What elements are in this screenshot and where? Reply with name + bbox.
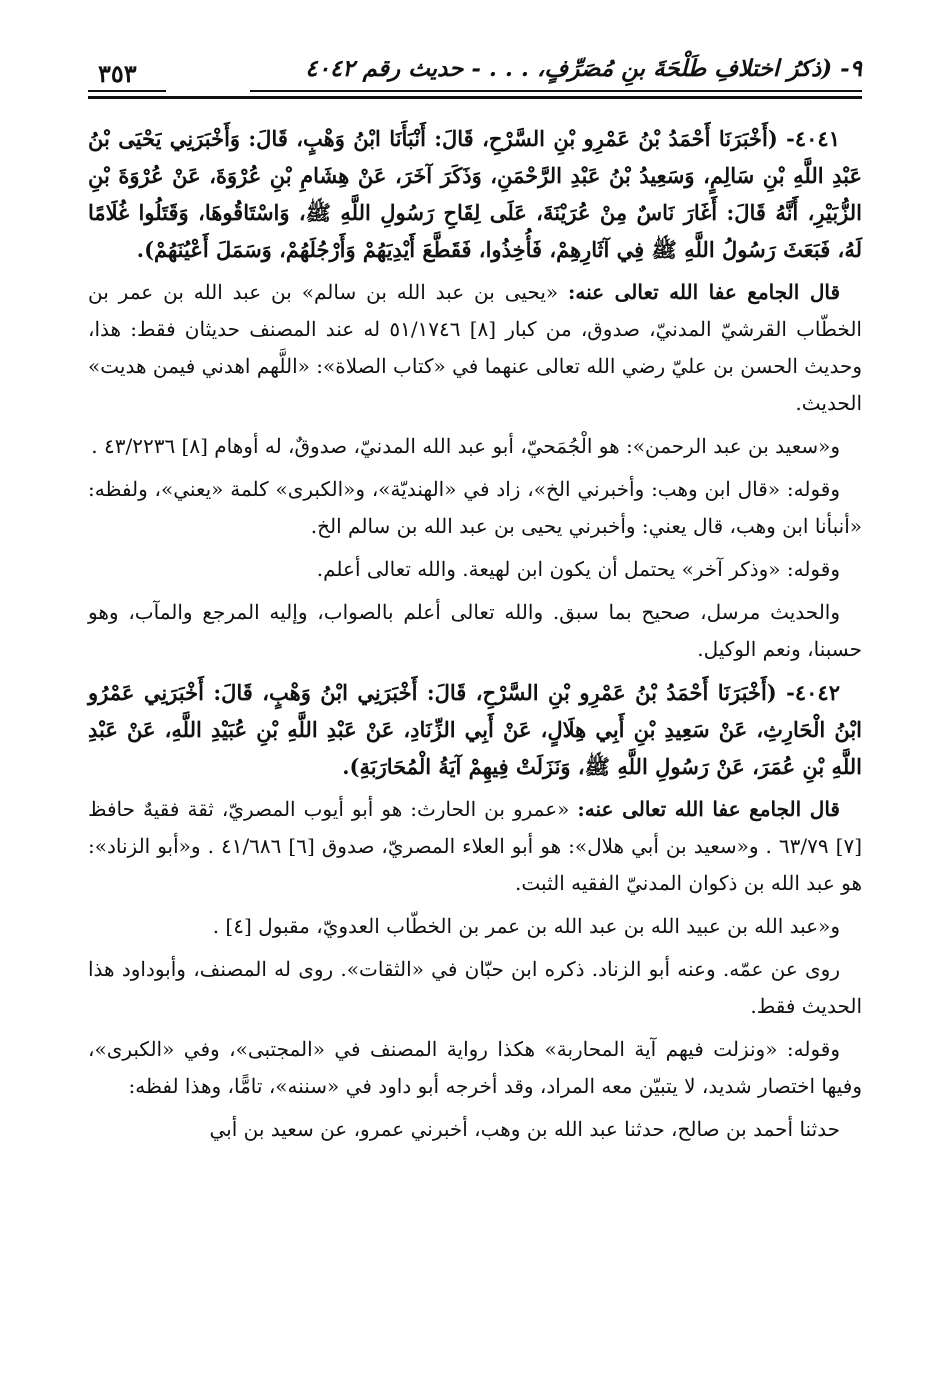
running-head-title: ٩- (ذكرُ اختلافِ طَلْحَةَ بنِ مُصَرِّفٍ، . . . - حديث رقم ٤٠٤٢ (305, 55, 862, 82)
page-body (88, 120, 862, 1154)
hadith-4041: ٤٠٤١- (أَخْبَرَنَا أَحْمَدُ بْنُ عَمْرِو بْنِ السَّرْحِ، قَالَ: أَنْبَأَنَا ابْنُ وَهْبٍ، قَالَ: وَأَخْبَرَنِي يَحْيَى بْنُ عَبْدِ اللَّهِ بْنِ سَالِمٍ، وَسَعِيدُ بْنُ عَبْدِ الرَّحْمَنِ، وَذَكَرَ آخَرَ، عَنْ هِشَامِ بْنِ عُرْوَةَ، عَنْ عُرْوَةَ بْنِ الزُّبَيْرِ، أَنَّهُ قَالَ: أَغَارَ نَاسٌ مِنْ عُرَيْنَةَ، عَلَى لِقَاحِ رَسُولِ اللَّهِ ﷺ، وَاسْتَاقُوهَا، وَقَتَلُوا غُلَامًا لَهُ، فَبَعَثَ رَسُولُ اللَّهِ ﷺ فِي آثَارِهِمْ، فَأُخِذُوا، فَقَطَّعَ أَيْدِيَهُمْ وَأَرْجُلَهُمْ، وَسَمَلَ أَعْيُنَهُمْ). (88, 126, 862, 262)
commentary-text: «يحيى بن عبد الله بن سالم» بن عبد الله بن عمر بن الخطّاب القرشيّ المدنيّ، صدوق، من كبار [٨] ٥١/١٧٤٦ له عند المصنف حديثان فقط: هذا، وحديث الحسن بن عليّ رضي الله تعالى عنهما في «كتاب الصلاة»: «اللَّهم اهدني فيمن هديت» الحديث. (88, 280, 862, 415)
commentary-paragraph (88, 274, 862, 422)
commentary-paragraph: وقوله: «ونزلت فيهم آية المحاربة» هكذا رواية المصنف في «المجتبى»، وفي «الكبرى»، وفيها اختصار شديد، لا يتبيّن معه المراد، وقد أخرجه أبو داود في «سننه»، تامًّا، وهذا لفظه: (88, 1037, 862, 1098)
commentary-paragraph: و«سعيد بن عبد الرحمن»: هو الْجُمَحيّ، أبو عبد الله المدنيّ، صدوقٌ، له أوهام [٨] ٤٣/٢٢٣٦ . (91, 434, 840, 458)
page-header (88, 55, 862, 95)
commentary-paragraph: روى عن عمّه. وعنه أبو الزناد. ذكره ابن حبّان في «الثقات». روى له المصنف، وأبوداود هذا الحديث فقط. (88, 957, 862, 1018)
commentary-paragraph: حدثنا أحمد بن صالح، حدثنا عبد الله بن وهب، أخبرني عمرو، عن سعيد بن أبي (209, 1117, 840, 1141)
header-rule-top (250, 90, 862, 92)
commentary-paragraph: وقوله: «وذكر آخر» يحتمل أن يكون ابن لهيعة. والله تعالى أعلم. (316, 557, 840, 581)
hadith-4042: ٤٠٤٢- (أَخْبَرَنَا أَحْمَدُ بْنُ عَمْرِو بْنِ السَّرْحِ، قَالَ: أَخْبَرَنِي ابْنُ وَهْبٍ، قَالَ: أَخْبَرَنِي عَمْرُو ابْنُ الْحَارِثِ، عَنْ سَعِيدِ بْنِ أَبِي هِلَالٍ، عَنْ أَبِي الزِّنَادِ، عَنْ عَبْدِ اللَّهِ بْنِ عُبَيْدِ اللَّهِ، عَنْ عَبْدِ اللَّهِ بْنِ عُمَرَ، عَنْ رَسُولِ اللَّهِ ﷺ، وَنَزَلَتْ فِيهِمْ آيَةُ الْمُحَارَبَةِ). (88, 680, 862, 779)
commentary-heading: قال الجامع عفا الله تعالى عنه: (577, 797, 840, 821)
page-number: ٣٥٣ (98, 59, 137, 88)
commentary-heading: قال الجامع عفا الله تعالى عنه: (568, 280, 841, 304)
commentary-paragraph: وقوله: «قال ابن وهب: وأخبرني الخ»، زاد في «الهنديّة»، و«الكبرى» كلمة «يعني»، ولفظه: «أنبأنا ابن وهب، قال يعني: وأخبرني يحيى بن عبد الله بن سالم الخ. (88, 477, 862, 538)
commentary-paragraph: والحديث مرسل، صحيح بما سبق. والله تعالى أعلم بالصواب، وإليه المرجع والمآب، وهو حسبنا، ونعم الوكيل. (88, 600, 862, 661)
header-rule-left-short (88, 90, 166, 92)
commentary-text: «عمرو بن الحارث: هو أبو أيوب المصريّ، ثقة فقيهٌ حافظ [٧] ٦٣/٧٩ . و«سعيد بن أبي هلال»: هو أبو العلاء المصريّ، صدوق [٦] ٤١/٦٨٦ . و«أبو الزناد»: هو عبد الله بن ذكوان المدنيّ الفقيه الثبت. (88, 797, 862, 895)
commentary-paragraph: و«عبد الله بن عبيد الله بن عبد الله بن عمر بن الخطّاب العدويّ، مقبول [٤] . (212, 914, 840, 938)
commentary-paragraph (88, 791, 862, 902)
header-rule-bottom (88, 96, 862, 99)
